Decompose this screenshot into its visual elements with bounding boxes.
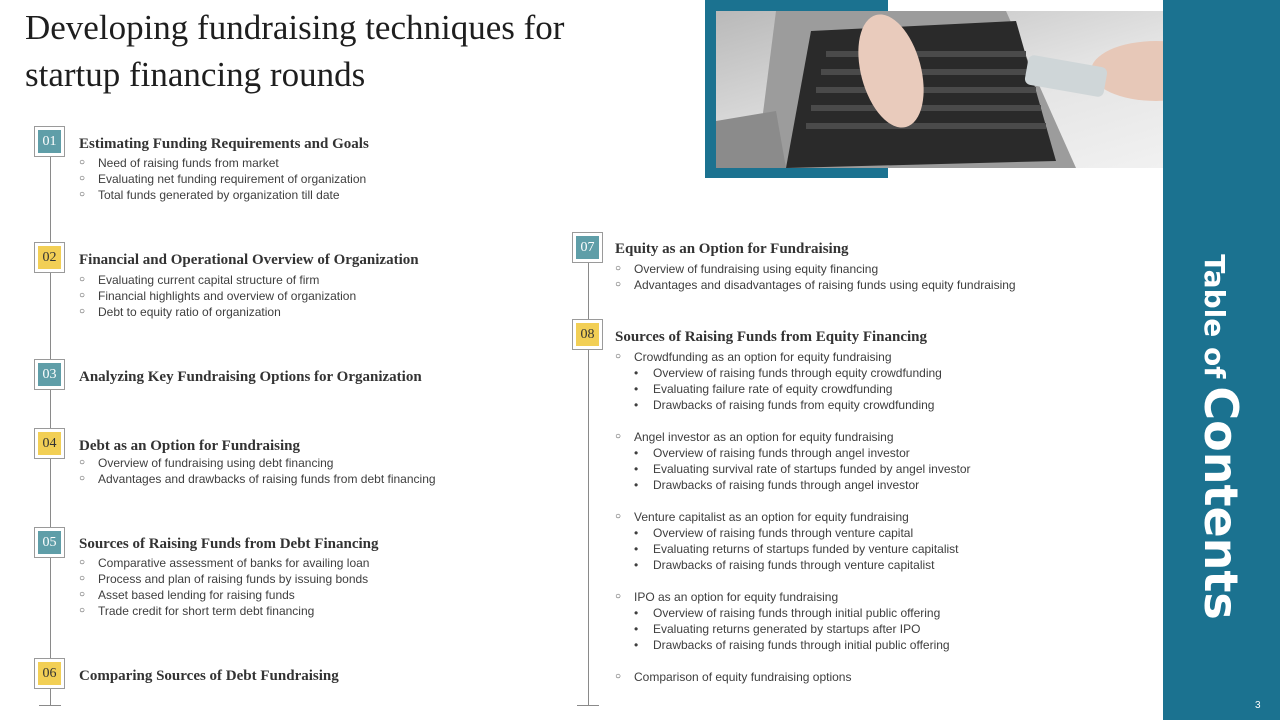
- sub-list-item: • Drawbacks of raising funds from equity crowdfunding: [615, 397, 942, 413]
- section-number: 05: [38, 531, 61, 554]
- list-item: ○ Angel investor as an option for equity fundraising: [615, 429, 971, 445]
- section-badge-05: [34, 527, 65, 558]
- section-number: 08: [576, 323, 599, 346]
- list-item: ○ Advantages and disadvantages of raising funds using equity fundraising: [615, 277, 1016, 293]
- list-item: ○ Financial highlights and overview of organization: [79, 288, 356, 304]
- section-title: Debt as an Option for Fundraising: [79, 438, 301, 454]
- sublist: [615, 365, 942, 413]
- section-title: Equity as an Option for Fundraising: [615, 241, 849, 257]
- list-item: ○ Evaluating current capital structure of firm: [79, 272, 356, 288]
- sidebar-title-big: Contents: [1194, 386, 1248, 620]
- list-item: ○ Process and plan of raising funds by issuing bonds: [79, 571, 369, 587]
- sub-list-item: • Overview of raising funds through venture capital: [615, 525, 959, 541]
- section-number: 01: [38, 130, 61, 153]
- sub-list-item: • Evaluating returns of startups funded by venture capitalist: [615, 541, 959, 557]
- left-timeline: [50, 142, 51, 706]
- sidebar-title-small: Table of: [1198, 254, 1231, 379]
- page-title: Developing fundraising techniques for startup financing rounds: [25, 8, 565, 94]
- sublist-container: [615, 525, 959, 573]
- section-items: [615, 669, 851, 685]
- sub-list-item: • Drawbacks of raising funds through venture capitalist: [615, 557, 959, 573]
- section-items: [615, 589, 950, 653]
- list-item: ○ Comparison of equity fundraising options: [615, 669, 851, 685]
- section-items: [79, 455, 436, 487]
- sub-list-item: • Evaluating returns generated by startups after IPO: [615, 621, 950, 637]
- section-title: Analyzing Key Fundraising Options for Organization: [79, 369, 422, 385]
- right-timeline: [588, 248, 589, 706]
- section-items: [615, 509, 959, 573]
- sub-list-item: • Overview of raising funds through initial public offering: [615, 605, 950, 621]
- section-title: Comparing Sources of Debt Fundraising: [79, 668, 339, 684]
- section-title: Estimating Funding Requirements and Goals: [79, 136, 369, 152]
- list-item: ○ Comparative assessment of banks for availing loan: [79, 555, 369, 571]
- section-badge-08: [572, 319, 603, 350]
- section-items: [79, 272, 356, 320]
- sublist: [615, 445, 971, 493]
- section-number: 07: [576, 236, 599, 259]
- list-item: ○ IPO as an option for equity fundraising: [615, 589, 950, 605]
- list-item: ○ Evaluating net funding requirement of organization: [79, 171, 366, 187]
- section-badge-04: [34, 428, 65, 459]
- list-item: ○ Trade credit for short term debt financing: [79, 603, 369, 619]
- section-badge-07: [572, 232, 603, 263]
- list-item: ○ Overview of fundraising using equity financing: [615, 261, 1016, 277]
- sub-list-item: • Evaluating survival rate of startups funded by angel investor: [615, 461, 971, 477]
- section-items: [79, 155, 366, 203]
- sub-list-item: • Drawbacks of raising funds through initial public offering: [615, 637, 950, 653]
- sub-list-item: • Overview of raising funds through angel investor: [615, 445, 971, 461]
- sub-list-item: • Overview of raising funds through equity crowdfunding: [615, 365, 942, 381]
- list-item: ○ Need of raising funds from market: [79, 155, 366, 171]
- sub-list-item: • Drawbacks of raising funds through angel investor: [615, 477, 971, 493]
- list-item: ○ Debt to equity ratio of organization: [79, 304, 356, 320]
- section-items: [615, 349, 942, 413]
- list-item: ○ Total funds generated by organization till date: [79, 187, 366, 203]
- section-title: Sources of Raising Funds from Debt Financing: [79, 536, 379, 552]
- right-timeline-cap: [577, 705, 599, 706]
- section-items: [615, 429, 971, 493]
- section-title: Sources of Raising Funds from Equity Financing: [615, 329, 928, 345]
- section-items: [615, 261, 1016, 293]
- sublist-container: [615, 445, 971, 493]
- list-item: ○ Asset based lending for raising funds: [79, 587, 369, 603]
- page-number: 3: [1255, 700, 1261, 711]
- sublist-container: [615, 365, 942, 413]
- sublist: [615, 525, 959, 573]
- section-items: [79, 555, 369, 619]
- sidebar-title: [1194, 254, 1248, 620]
- list-item: ○ Overview of fundraising using debt financing: [79, 455, 436, 471]
- section-number: 04: [38, 432, 61, 455]
- section-badge-06: [34, 658, 65, 689]
- list-item: ○ Advantages and drawbacks of raising funds from debt financing: [79, 471, 436, 487]
- section-badge-02: [34, 242, 65, 273]
- section-title: Financial and Operational Overview of Organization: [79, 252, 419, 268]
- section-number: 02: [38, 246, 61, 269]
- left-timeline-cap: [39, 705, 61, 706]
- section-badge-03: [34, 359, 65, 390]
- list-item: ○ Crowdfunding as an option for equity fundraising: [615, 349, 942, 365]
- sublist-container: [615, 605, 950, 653]
- section-number: 03: [38, 363, 61, 386]
- section-number: 06: [38, 662, 61, 685]
- section-badge-01: [34, 126, 65, 157]
- sublist: [615, 605, 950, 653]
- list-item: ○ Venture capitalist as an option for equity fundraising: [615, 509, 959, 525]
- sub-list-item: • Evaluating failure rate of equity crowdfunding: [615, 381, 942, 397]
